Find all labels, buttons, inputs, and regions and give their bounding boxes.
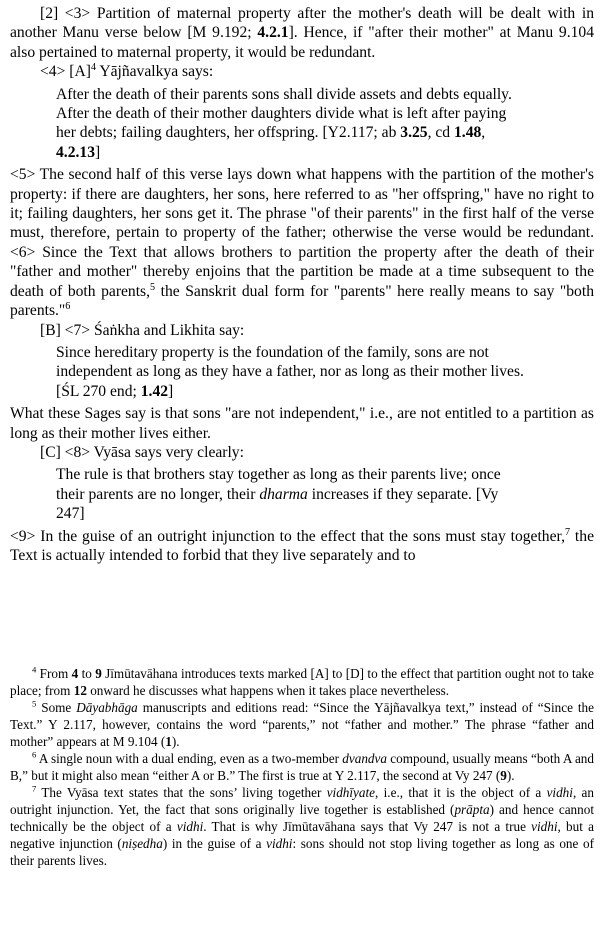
paragraph-yajnavalkya-intro: $<4> [A]^4$ Yājñavalkya says: [40, 62, 214, 81]
paragraph-manu-redundancy: [2] <3> Partition of maternal property after the mother's death will be dealt with in another Manu verse below [M 9.192; 4.2.1]. Hence, if "after their mother" at Manu 9.104 also pertained to maternal property, it would be redundant. [10, 5, 594, 61]
footnote-6: $^6$ A single noun with a dual ending, even as a two-member dvandva compound, usually means “both A and B,” but it might also mean “either A or B.” The first is true at Y 2.117, the second at Vy 247 (9). [10, 749, 594, 783]
paragraph-second-half: <5> The second half of this verse lays down what happens with the partition of the mother's property: if there are daughters, her sons, here referred to as "her offspring," have no right to it; failing daughters, her sons get it. The phrase "of their parents" in the first half of the verse must, therefore, pertain to property of the father; otherwise the verse would be redundant. <6> Since the Text that allows brothers to partition the property after the death of their "father and mother" thereby enjoins that the partition be made at a time subsequent to the death of both parents,$^5$ the Sanskrit dual form for "parents" here really means to say "both parents."$^6$ [10, 166, 594, 320]
footnote-4: $^4$ From 4 to 9 Jīmūtavāhana introduces texts marked [A] to [D] to the effect that partition ought not to take place; from 12 onward he discusses what happens when it takes place nevertheless. [10, 664, 595, 698]
footnote-7: $^7$ The Vyāsa text states that the sons’ living together vidhīyate, i.e., that it is the object of a vidhi, an outright injunction. Yet, the fact that sons originally live together is established (prāpta) and hence cannot technically be the object of a vidhi. That is why Jīmūtavāhana says that Vy 247 is not a true vidhi, but a negative injunction (niṣedha) in the guise of a vidhi: sons should not stop living together as long as one of their parents lives. [10, 783, 594, 868]
quote-yajnavalkya: After the death of their parents sons shall divide assets and debts equally. After the death of their mother daughters divide what is left after paying her debts; failing daughters, her offspring. [Y2.117; ab 3.25, cd 1.48, 4.2.13] [56, 85, 512, 161]
paragraph-sages-comment: What these Sages say is that sons "are not independent," i.e., are not entitled to a partition as long as their mother lives either. [10, 405, 594, 442]
footnotes [10, 665, 594, 869]
quote-vyasa: The rule is that brothers stay together as long as their parents live; once their parents are no longer, their dharma increases if they separate. [Vy 247] [56, 466, 501, 523]
paragraph-vyasa-intro: [C] <8> Vyāsa says very clearly: [40, 443, 244, 461]
main-text [10, 4, 594, 565]
paragraph-sankha-intro: [B] <7> Śaṅkha and Likhita say: [40, 321, 245, 339]
footnote-5: $^5$ Some Dāyabhāga manuscripts and editions read: “Since the Yājñavalkya text,” instead of “Since the Text.” Y 2.117, however, contains the word “parents,” not “father and mother.” The phrase “father and mother” appears at M 9.104 (1). [10, 698, 594, 749]
paragraph-injunction: <9> In the guise of an outright injunction to the effect that the sons must stay together,$^7$ the Text is actually intended to forbid that they live separately and to [10, 526, 594, 564]
quote-sankha-likhita: Since hereditary property is the foundation of the family, sons are not independent as long as they have a father, nor as long as their mother lives. [ŚL 270 end; 1.42] [56, 343, 524, 400]
